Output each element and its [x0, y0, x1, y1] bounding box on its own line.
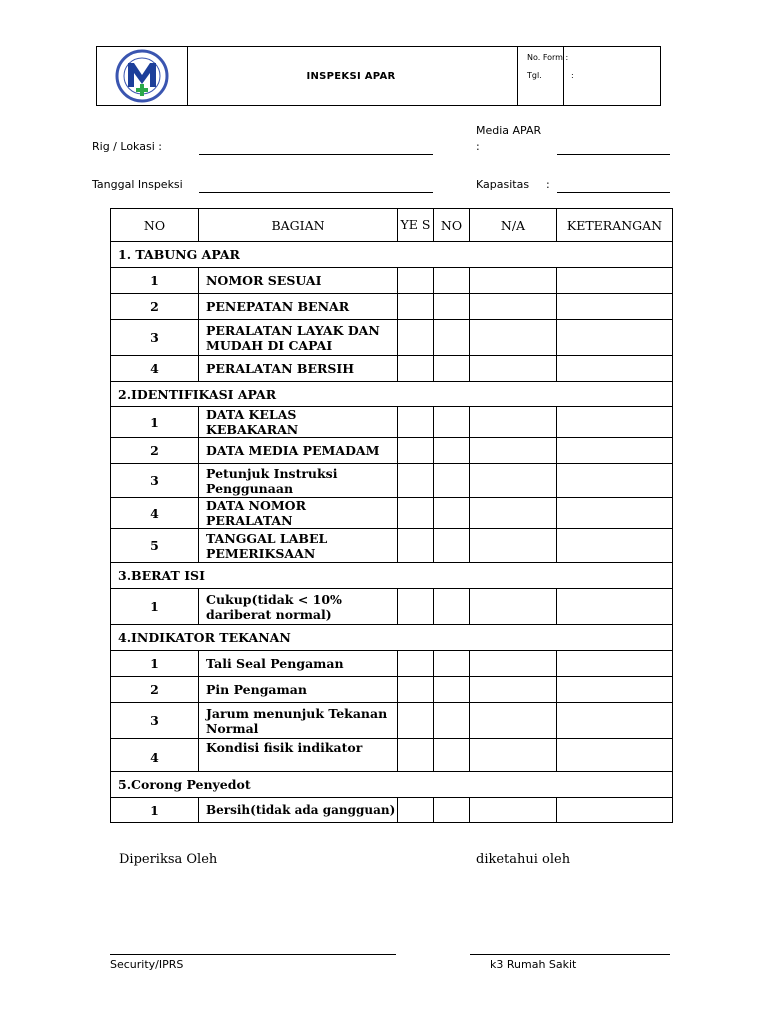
inspection-table — [110, 208, 673, 823]
keterangan-cell[interactable] — [557, 798, 673, 823]
na-cell[interactable] — [470, 498, 557, 529]
row-text: Petunjuk Instruksi Penggunaan — [199, 464, 398, 498]
right-signatory-name: k3 Rumah Sakit — [490, 958, 577, 971]
section-row — [111, 772, 673, 798]
no-cell[interactable] — [434, 268, 470, 294]
table-row — [111, 589, 673, 625]
row-text: NOMOR SESUAI — [199, 268, 398, 294]
section-title: 4.INDIKATOR TEKANAN — [111, 625, 673, 651]
keterangan-cell[interactable] — [557, 589, 673, 625]
na-cell[interactable] — [470, 677, 557, 703]
table-row — [111, 651, 673, 677]
header-keterangan: KETERANGAN — [557, 209, 673, 242]
yes-cell[interactable] — [398, 498, 434, 529]
form-title: INSPEKSI APAR — [306, 70, 396, 82]
no-cell[interactable] — [434, 529, 470, 563]
header-na: N/A — [470, 209, 557, 242]
row-text: PENEPATAN BENAR — [199, 294, 398, 320]
hospital-logo — [97, 47, 188, 105]
na-cell[interactable] — [470, 407, 557, 438]
row-text: Cukup(tidak < 10% dariberat normal) — [199, 589, 398, 625]
yes-cell[interactable] — [398, 651, 434, 677]
form-number-label: No. Form : — [527, 53, 569, 62]
keterangan-cell[interactable] — [557, 320, 673, 356]
table-row — [111, 677, 673, 703]
rig-lokasi-line[interactable] — [199, 154, 433, 155]
keterangan-cell[interactable] — [557, 464, 673, 498]
table-row — [111, 739, 673, 772]
row-text: PERALATAN BERSIH — [199, 356, 398, 382]
na-cell[interactable] — [470, 589, 557, 625]
form-header — [96, 46, 661, 106]
yes-cell[interactable] — [398, 529, 434, 563]
row-number: 3 — [111, 464, 199, 498]
no-cell[interactable] — [434, 294, 470, 320]
row-number: 1 — [111, 651, 199, 677]
section-row — [111, 625, 673, 651]
section-title: 2.IDENTIFIKASI APAR — [111, 382, 673, 407]
section-title: 1. TABUNG APAR — [111, 242, 673, 268]
keterangan-cell[interactable] — [557, 703, 673, 739]
row-number: 2 — [111, 677, 199, 703]
section-row — [111, 563, 673, 589]
table-row — [111, 294, 673, 320]
section-row — [111, 382, 673, 407]
na-cell[interactable] — [470, 464, 557, 498]
section-row — [111, 242, 673, 268]
form-date-label: Tgl. — [527, 71, 542, 80]
yes-cell[interactable] — [398, 798, 434, 823]
row-number: 2 — [111, 438, 199, 464]
yes-cell[interactable] — [398, 589, 434, 625]
na-cell[interactable] — [470, 356, 557, 382]
na-cell[interactable] — [470, 294, 557, 320]
table-row — [111, 498, 673, 529]
row-text: TANGGAL LABEL PEMERIKSAAN — [199, 529, 398, 563]
right-signature-line[interactable] — [470, 954, 670, 955]
tanggal-inspeksi-label: Tanggal Inspeksi — [92, 178, 183, 191]
table-row — [111, 798, 673, 823]
kapasitas-colon: : — [546, 178, 550, 191]
table-row — [111, 320, 673, 356]
logo-emblem-icon — [111, 49, 173, 103]
header-yes: YE S — [398, 209, 434, 242]
row-text: Jarum menunjuk Tekanan Normal — [199, 703, 398, 739]
yes-cell[interactable] — [398, 268, 434, 294]
keterangan-cell[interactable] — [557, 268, 673, 294]
table-row — [111, 356, 673, 382]
row-number: 3 — [111, 320, 199, 356]
no-cell[interactable] — [434, 407, 470, 438]
keterangan-cell[interactable] — [557, 739, 673, 772]
keterangan-cell[interactable] — [557, 677, 673, 703]
row-text: DATA MEDIA PEMADAM — [199, 438, 398, 464]
media-apar-colon: : — [476, 140, 480, 153]
na-cell[interactable] — [470, 268, 557, 294]
table-row — [111, 703, 673, 739]
na-cell[interactable] — [470, 438, 557, 464]
left-signatory-name: Security/IPRS — [110, 958, 184, 971]
rig-lokasi-label: Rig / Lokasi : — [92, 140, 162, 153]
na-cell[interactable] — [470, 739, 557, 772]
table-row — [111, 268, 673, 294]
header-bagian: BAGIAN — [199, 209, 398, 242]
row-number: 4 — [111, 739, 199, 772]
table-row — [111, 529, 673, 563]
no-cell[interactable] — [434, 589, 470, 625]
row-number: 1 — [111, 798, 199, 823]
table-row — [111, 464, 673, 498]
yes-cell[interactable] — [398, 438, 434, 464]
header-no: NO — [111, 209, 199, 242]
no-cell[interactable] — [434, 651, 470, 677]
table-row — [111, 438, 673, 464]
keterangan-cell[interactable] — [557, 438, 673, 464]
row-number: 1 — [111, 268, 199, 294]
yes-cell[interactable] — [398, 464, 434, 498]
na-cell[interactable] — [470, 651, 557, 677]
form-date-colon: : — [571, 71, 574, 80]
table-row — [111, 407, 673, 438]
keterangan-cell[interactable] — [557, 651, 673, 677]
keterangan-cell[interactable] — [557, 407, 673, 438]
row-text: Kondisi fisik indikator — [199, 739, 398, 772]
na-cell[interactable] — [470, 798, 557, 823]
no-cell[interactable] — [434, 677, 470, 703]
media-apar-line[interactable] — [557, 154, 670, 155]
no-cell[interactable] — [434, 356, 470, 382]
acknowledged-by-label: diketahui oleh — [476, 852, 571, 867]
keterangan-cell[interactable] — [557, 294, 673, 320]
row-number: 1 — [111, 589, 199, 625]
row-number: 4 — [111, 356, 199, 382]
no-cell[interactable] — [434, 703, 470, 739]
no-cell[interactable] — [434, 498, 470, 529]
row-number: 5 — [111, 529, 199, 563]
no-cell[interactable] — [434, 320, 470, 356]
row-text: Pin Pengaman — [199, 677, 398, 703]
no-cell[interactable] — [434, 798, 470, 823]
row-number: 3 — [111, 703, 199, 739]
kapasitas-label: Kapasitas — [476, 178, 530, 191]
tanggal-inspeksi-line[interactable] — [199, 192, 433, 193]
no-cell[interactable] — [434, 739, 470, 772]
yes-cell[interactable] — [398, 294, 434, 320]
media-apar-label: Media APAR — [476, 124, 542, 137]
row-text: PERALATAN LAYAK DAN MUDAH DI CAPAI — [199, 320, 398, 356]
section-title: 3.BERAT ISI — [111, 563, 673, 589]
row-text: DATA KELAS KEBAKARAN — [199, 407, 398, 438]
na-cell[interactable] — [470, 703, 557, 739]
keterangan-cell[interactable] — [557, 529, 673, 563]
yes-cell[interactable] — [398, 703, 434, 739]
yes-cell[interactable] — [398, 407, 434, 438]
na-cell[interactable] — [470, 529, 557, 563]
yes-cell[interactable] — [398, 356, 434, 382]
section-title: 5.Corong Penyedot — [111, 772, 673, 798]
header-no-check: NO — [434, 209, 470, 242]
keterangan-cell[interactable] — [557, 356, 673, 382]
kapasitas-line[interactable] — [557, 192, 670, 193]
yes-cell[interactable] — [398, 739, 434, 772]
left-signature-line[interactable] — [110, 954, 396, 955]
yes-cell[interactable] — [398, 677, 434, 703]
row-number: 1 — [111, 407, 199, 438]
row-number: 4 — [111, 498, 199, 529]
row-text: Tali Seal Pengaman — [199, 651, 398, 677]
inspected-by-label: Diperiksa Oleh — [119, 852, 218, 867]
no-cell[interactable] — [434, 464, 470, 498]
row-number: 2 — [111, 294, 199, 320]
table-header-row — [111, 209, 673, 242]
no-cell[interactable] — [434, 438, 470, 464]
keterangan-cell[interactable] — [557, 498, 673, 529]
row-text: DATA NOMOR PERALATAN — [199, 498, 398, 529]
na-cell[interactable] — [470, 320, 557, 356]
yes-cell[interactable] — [398, 320, 434, 356]
row-text: Bersih(tidak ada gangguan) — [199, 798, 398, 823]
